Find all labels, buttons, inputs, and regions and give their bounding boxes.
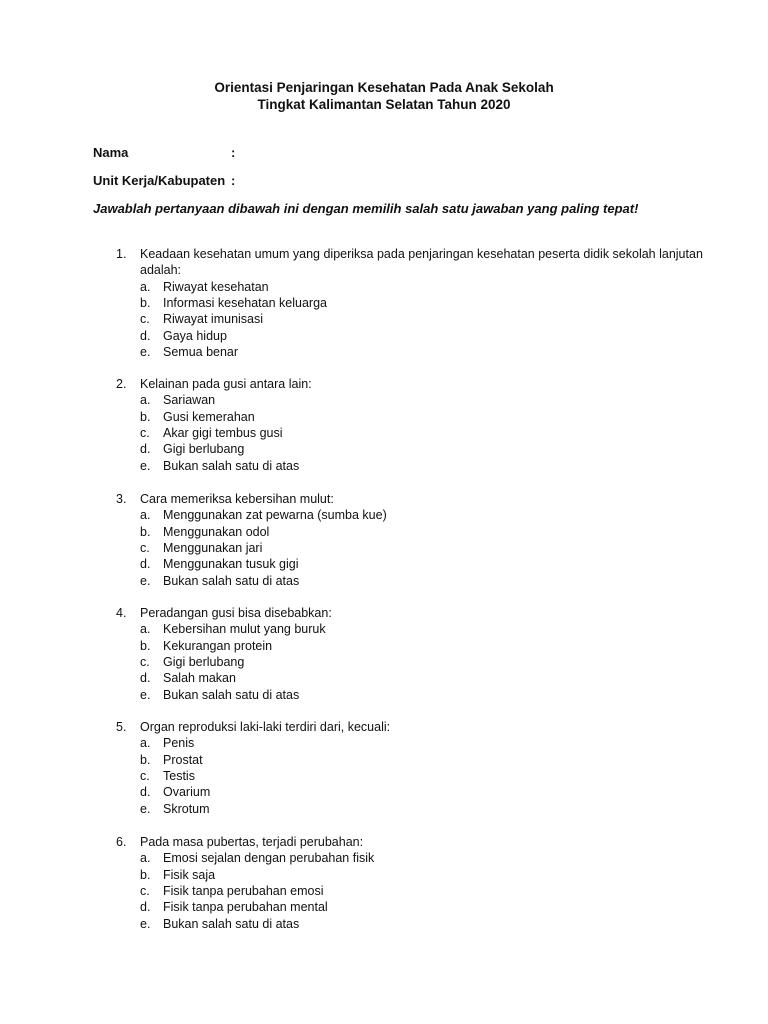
option-text: Sariawan	[163, 393, 216, 408]
option-text: Menggunakan odol	[163, 524, 270, 539]
option-letter: a.	[140, 393, 151, 408]
option-text: Menggunakan zat pewarna (sumba kue)	[163, 508, 387, 523]
option-text: Fisik tanpa perubahan emosi	[163, 883, 324, 898]
instruction-text: Jawablah pertanyaan dibawah ini dengan memilih salah satu jawaban yang paling tepat!	[93, 201, 639, 216]
option-letter: a.	[140, 622, 151, 637]
option-letter: e.	[140, 458, 151, 473]
document-subtitle: Tingkat Kalimantan Selatan Tahun 2020	[257, 97, 511, 112]
question-text: Keadaan kesehatan umum yang diperiksa pada penjaringan kesehatan peserta didik sekolah lanjutan adalah:	[140, 247, 703, 278]
option-text: Gaya hidup	[163, 328, 227, 343]
name-field-label: Nama	[93, 145, 129, 160]
option-text: Bukan salah satu di atas	[163, 573, 300, 588]
option-letter: c.	[140, 540, 150, 555]
option-text: Semua benar	[163, 344, 239, 359]
option-letter: b.	[140, 752, 151, 767]
option-text: Riwayat imunisasi	[163, 312, 264, 327]
document-title: Orientasi Penjaringan Kesehatan Pada Anak Sekolah	[214, 80, 554, 95]
question-number: 1.	[116, 247, 127, 261]
option-letter: e.	[140, 687, 151, 702]
question-number: 5.	[116, 720, 127, 734]
option-text: Ovarium	[163, 785, 211, 800]
option-letter: c.	[140, 768, 150, 783]
option-text: Salah makan	[163, 671, 236, 686]
option-letter: d.	[140, 785, 151, 800]
question-text: Kelainan pada gusi antara lain:	[140, 377, 312, 391]
option-text: Bukan salah satu di atas	[163, 687, 300, 702]
option-letter: d.	[140, 671, 151, 686]
option-letter: a.	[140, 851, 151, 866]
question-number: 2.	[116, 377, 127, 391]
option-text: Penis	[163, 736, 195, 751]
option-letter: c.	[140, 312, 150, 327]
option-letter: e.	[140, 344, 151, 359]
option-letter: d.	[140, 900, 151, 915]
option-letter: b.	[140, 295, 151, 310]
question-number: 4.	[116, 606, 127, 620]
unit-field-colon: :	[231, 173, 236, 188]
option-letter: d.	[140, 328, 151, 343]
option-text: Bukan salah satu di atas	[163, 916, 300, 931]
option-letter: b.	[140, 867, 151, 882]
option-text: Gigi berlubang	[163, 654, 245, 669]
question-text: Pada masa pubertas, terjadi perubahan:	[140, 835, 364, 849]
option-letter: b.	[140, 409, 151, 424]
option-letter: a.	[140, 508, 151, 523]
option-text: Akar gigi tembus gusi	[163, 425, 283, 440]
option-letter: e.	[140, 573, 151, 588]
option-text: Gigi berlubang	[163, 442, 245, 457]
option-letter: e.	[140, 916, 151, 931]
option-letter: c.	[140, 883, 150, 898]
option-text: Fisik saja	[163, 867, 216, 882]
option-letter: c.	[140, 425, 150, 440]
option-text: Kebersihan mulut yang buruk	[163, 622, 326, 637]
option-text: Prostat	[163, 752, 203, 767]
name-field-colon: :	[231, 145, 236, 160]
option-text: Kekurangan protein	[163, 638, 273, 653]
question-number: 3.	[116, 492, 127, 506]
option-letter: e.	[140, 801, 151, 816]
option-letter: d.	[140, 557, 151, 572]
option-text: Menggunakan tusuk gigi	[163, 557, 299, 572]
option-text: Testis	[163, 768, 195, 783]
option-letter: c.	[140, 654, 150, 669]
option-text: Skrotum	[163, 801, 210, 816]
option-text: Informasi kesehatan keluarga	[163, 295, 327, 310]
option-text: Riwayat kesehatan	[163, 279, 269, 294]
option-text: Menggunakan jari	[163, 540, 263, 555]
option-text: Bukan salah satu di atas	[163, 458, 300, 473]
option-letter: a.	[140, 736, 151, 751]
question-text: Organ reproduksi laki-laki terdiri dari, kecuali:	[140, 720, 391, 734]
option-text: Emosi sejalan dengan perubahan fisik	[163, 851, 375, 866]
option-letter: d.	[140, 442, 151, 457]
option-letter: a.	[140, 279, 151, 294]
option-text: Fisik tanpa perubahan mental	[163, 900, 328, 915]
question-number: 6.	[116, 835, 127, 849]
question-text: Cara memeriksa kebersihan mulut:	[140, 492, 334, 506]
option-text: Gusi kemerahan	[163, 409, 255, 424]
unit-field-label: Unit Kerja/Kabupaten	[93, 173, 226, 188]
option-letter: b.	[140, 524, 151, 539]
option-letter: b.	[140, 638, 151, 653]
question-text: Peradangan gusi bisa disebabkan:	[140, 606, 332, 620]
